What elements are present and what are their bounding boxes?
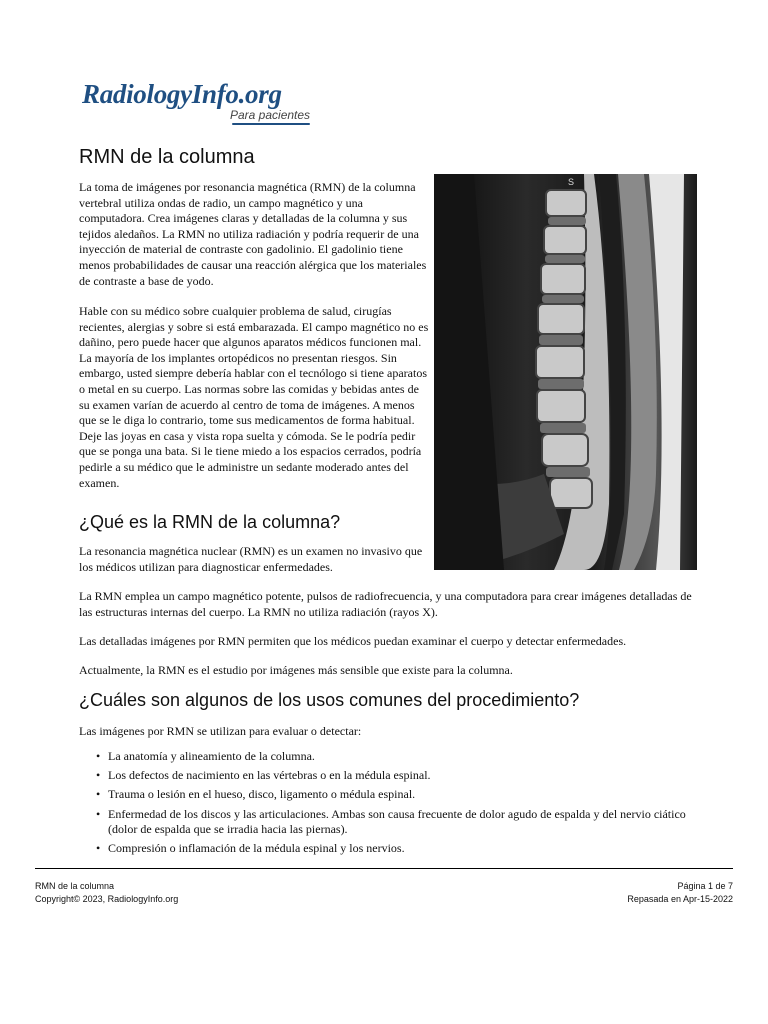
section2-intro: Las imágenes por RMN se utilizan para evaluar o detectar: xyxy=(79,724,362,738)
bullet-glyph: • xyxy=(96,841,101,856)
section1-paragraph-3: Las detalladas imágenes por RMN permiten que los médicos puedan examinar el cuerpo y detectar enfermedades. xyxy=(79,634,627,648)
section1-paragraph-4: Actualmente, la RMN es el estudio por imágenes más sensible que existe para la columna. xyxy=(79,663,513,677)
intro-paragraph-1: La toma de imágenes por resonancia magnética (RMN) de la columna vertebral utiliza ondas de radio, un campo magnético y una computadora. Crea imágenes claras y detalladas de la columna y sus tejidos aledaños. La RMN no utiliza radiación y podría requerir de una inyección de material de contraste con gadolinio. El gadolinio tiene menos probabilidades de causar una reacción alérgica que los materiales de contraste a base de yodo. xyxy=(79,180,427,288)
bullet-glyph: • xyxy=(96,768,101,783)
list-item-text: Los defectos de nacimiento en las vértebras o en la médula espinal. xyxy=(108,768,431,783)
footer-left xyxy=(35,880,178,906)
spine-mri-image xyxy=(434,174,697,570)
list-item xyxy=(96,807,696,838)
uses-list xyxy=(96,749,696,861)
section-heading-common-uses: ¿Cuáles son algunos de los usos comunes del procedimiento? xyxy=(79,690,580,710)
logo-wordmark: RadiologyInfo.org xyxy=(82,79,282,109)
footer-page-number: Página 1 de 7 xyxy=(677,881,733,891)
section-heading-what-is: ¿Qué es la RMN de la columna? xyxy=(79,512,341,532)
list-item xyxy=(96,787,696,803)
bullet-glyph: • xyxy=(96,749,101,763)
list-item xyxy=(96,768,696,784)
section1-paragraph-2: La RMN emplea un campo magnético potente, pulsos de radiofrecuencia, y una computadora para crear imágenes detalladas de las estructuras internas del cuerpo. La RMN no utiliza radiación (rayos X). xyxy=(79,589,692,619)
logo-swoosh xyxy=(232,123,310,125)
intro-paragraph-2: Hable con su médico sobre cualquier problema de salud, cirugías recientes, alergias y sobre si está embarazada. El campo magnético no es dañino, pero puede hacer que algunos aparatos médicos funcionen mal. La mayoría de los implantes ortopédicos no presentan riesgos. Sin embargo, usted siempre debería hablar con el tecnólogo si tiene aparatos o metal en su cuerpo. Las normas sobre las comidas y bebidas antes de su examen varían de acuerdo al centro de toma de imágenes. A menos que se le diga lo contrario, tome sus medicamentos de forma habitual. Deje las joyas en casa y vista ropa suelta y cómoda. Se le podría pedir que se ponga una bata. Si le tiene miedo a los espacios cerrados, podría pedirle a su médico que le administre un sedante moderado antes del examen. xyxy=(79,304,429,490)
footer-document-title: RMN de la columna xyxy=(35,881,115,891)
list-item xyxy=(96,749,696,765)
footer-divider xyxy=(35,868,733,869)
list-item-text: Trauma o lesión en el hueso, disco, ligamento o médula espinal. xyxy=(108,787,416,802)
mri-orientation-label: S xyxy=(568,177,575,187)
list-item xyxy=(96,841,696,857)
list-item-text: Enfermedad de los discos y las articulaciones. Ambas son causa frecuente de dolor agudo de espalda y del nervio ciático (dolor de espalda que se irradia hacia las piernas). xyxy=(108,806,686,837)
bullet-glyph: • xyxy=(96,787,101,802)
footer-review-date: Repasada en Apr-15-2022 xyxy=(627,894,733,904)
footer-right xyxy=(627,880,733,906)
spine-mri-illustration xyxy=(434,174,697,570)
logo-tagline: Para pacientes xyxy=(230,108,311,122)
list-item-text: La anatomía y alineamiento de la columna. xyxy=(108,749,315,763)
page-title: RMN de la columna xyxy=(79,146,255,168)
radiologyinfo-logo xyxy=(82,78,322,128)
list-item-text: Compresión o inflamación de la médula espinal y los nervios. xyxy=(108,841,405,856)
bullet-glyph: • xyxy=(96,806,101,821)
footer-copyright: Copyright© 2023, RadiologyInfo.org xyxy=(35,894,179,904)
section1-paragraph-1: La resonancia magnética nuclear (RMN) es un examen no invasivo que los médicos utilizan para diagnosticar enfermedades. xyxy=(79,544,423,574)
